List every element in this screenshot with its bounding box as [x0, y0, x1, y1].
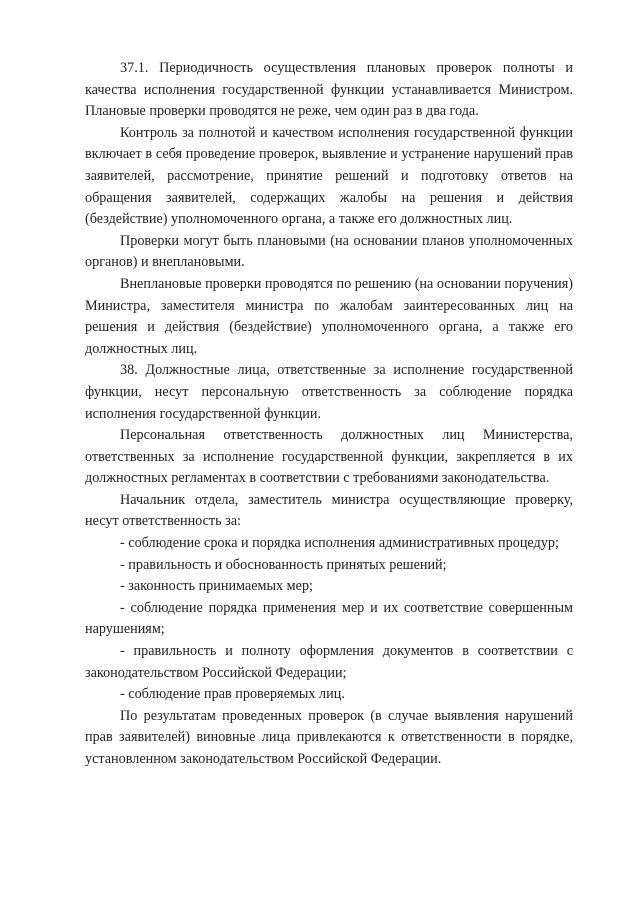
list-item: - законность принимаемых мер;: [120, 578, 313, 595]
paragraph-control: Контроль за полнотой и качеством исполнения государственной функции включает в себя проведение проверок, выявление и устранение нарушений прав заявителей, рассмотрение, принятие решений и подготовку ответов на обращения заявителей, содержащих жалобы на решения и действия (бездействие) уполномоченного органа, а также его должностных лиц.: [85, 124, 573, 228]
paragraph-unscheduled: Внеплановые проверки проводятся по решению (на основании поручения) Министра, заместителя министра по жалобам заинтересованных лиц на решения и действия (бездействие) уполномоченного органа, а также его должностных лиц.: [85, 275, 573, 357]
paragraph-personal-responsibility: Персональная ответственность должностных лиц Министерства, ответственных за исполнение государственной функции, закрепляется в их должностных регламентах в соответствии с требованиями законодательства.: [85, 427, 573, 487]
list-item: - правильность и обоснованность принятых решений;: [120, 556, 447, 573]
document-body: [85, 58, 573, 771]
paragraph-responsible-for: Начальник отдела, заместитель министра осуществляющие проверку, несут ответственность за:: [85, 491, 573, 530]
list-item: - правильность и полноту оформления документов в соответствии с законодательством Российской Федерации;: [85, 643, 573, 681]
paragraph-38: 38. Должностные лица, ответственные за исполнение государственной функции, несут персональную ответственность за соблюдение порядка исполнения государственной функции.: [85, 362, 573, 422]
paragraph-inspections-types: Проверки могут быть плановыми (на основании планов уполномоченных органов) и внеплановыми.: [85, 232, 573, 271]
paragraph-37-1: 37.1. Периодичность осуществления плановых проверок полноты и качества исполнения государственной функции устанавливается Министром. Плановые проверки проводятся не реже, чем один раз в два года.: [85, 60, 573, 120]
list-item: - соблюдение срока и порядка исполнения административных процедур;: [120, 535, 559, 552]
list-item: - соблюдение прав проверяемых лиц.: [120, 686, 345, 703]
list-item: - соблюдение порядка применения мер и их соответствие совершенным нарушениям;: [85, 599, 573, 638]
paragraph-results: По результатам проведенных проверок (в случае выявления нарушений прав заявителей) виновные лица привлекаются к ответственности в порядке, установленном законодательством Российской Федерации.: [85, 707, 573, 767]
